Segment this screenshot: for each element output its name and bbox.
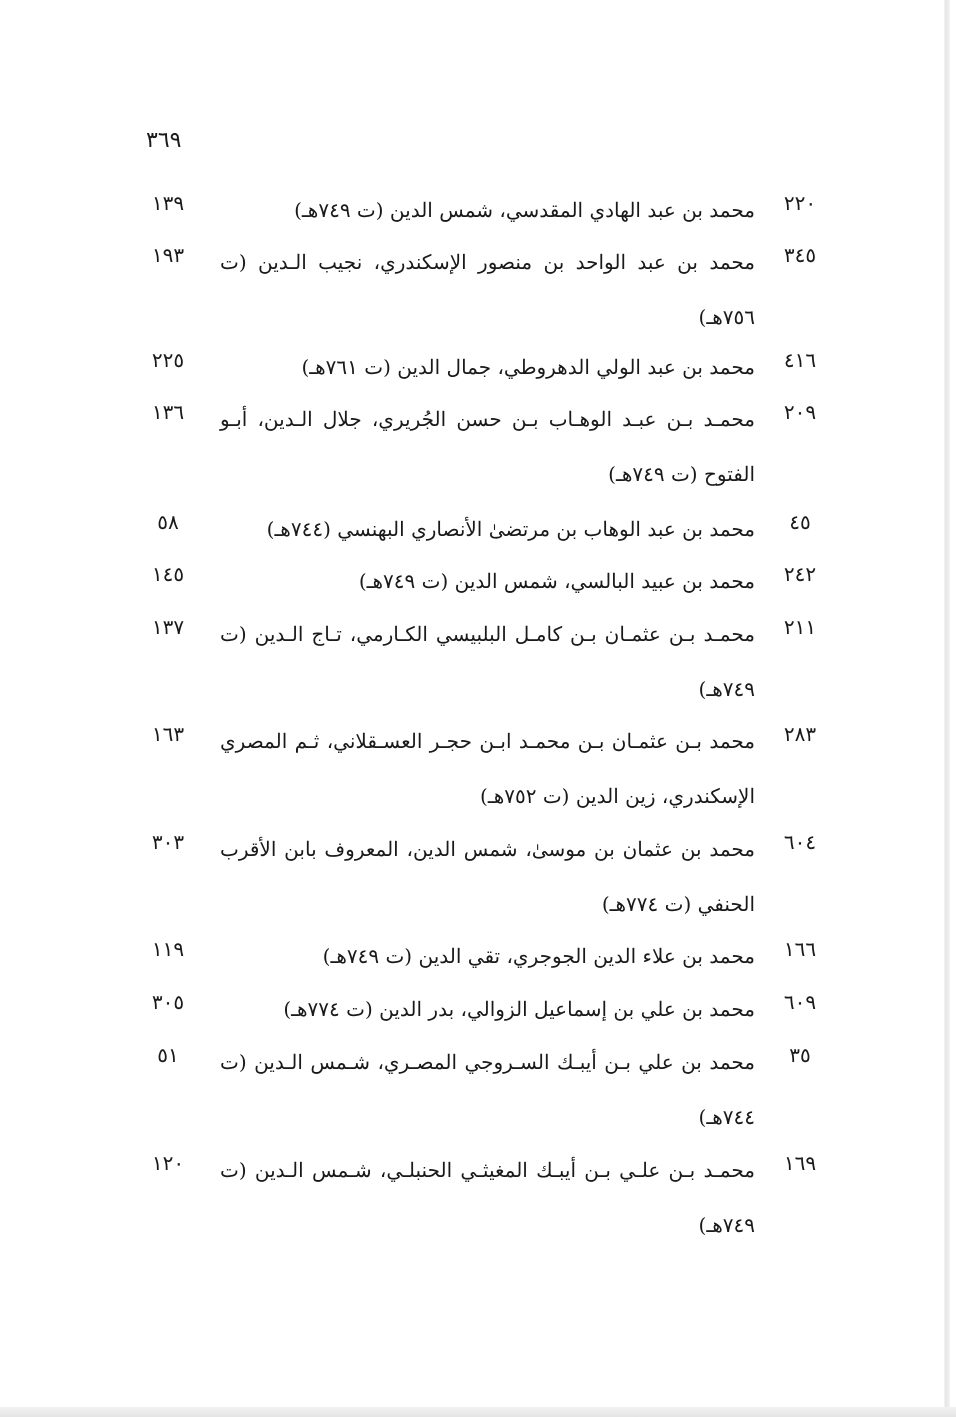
entry-id: ١٦٦ — [783, 937, 817, 961]
entry-id: ٤٥ — [789, 510, 811, 534]
entry-text: محمد بن علي بـن أيبـك السـروجي المصـري، شـمس الـدين (ت ٧٤٤هـ) — [220, 1050, 755, 1129]
entry-text: محمد بن عبد الواحد بن منصور الإسكندري، نجيب الـدين (ت ٧٥٦هـ) — [220, 250, 756, 329]
entry-page-ref: ١٢٠ — [151, 1151, 185, 1175]
page-edge-right — [944, 0, 950, 1410]
entry-page-ref: ١٦٣ — [151, 722, 185, 746]
entry-page-ref: ١٤٥ — [151, 562, 185, 586]
entry-id: ٢٤٢ — [783, 562, 817, 586]
entry-text: محمد بن علي بن إسماعيل الزوالي، بدر الدين (ت ٧٧٤هـ) — [283, 997, 755, 1021]
entry-page-ref: ١١٩ — [151, 937, 185, 961]
entry-page-ref: ٢٢٥ — [151, 348, 185, 372]
entry-text: محمد بـن عثمـان بـن محمـد ابـن حجـر العسـقلاني، ثـم المصري الإسكندري، زين الدين (ت ٧٥٢هـ) — [220, 729, 755, 808]
entry-text: محمـد بـن علـي بـن أيبـك المغيثـي الحنبلـي، شـمس الـدين (ت ٧٤٩هـ) — [220, 1158, 755, 1237]
entry-id: ٣٤٥ — [783, 243, 817, 267]
entry-page-ref: ٣٠٣ — [151, 830, 185, 854]
entry-id: ٢١١ — [783, 615, 817, 639]
entry-id: ٦٠٤ — [783, 830, 817, 854]
entry-id: ٢٨٣ — [783, 722, 817, 746]
entry-page-ref: ٥٨ — [157, 510, 179, 534]
entry-page-ref: ١٣٦ — [151, 400, 185, 424]
page-number: ٣٦٩ — [146, 128, 182, 153]
entry-text: محمد بن عبد الولي الدهروطي، جمال الدين (ت ٧٦١هـ) — [301, 355, 755, 379]
entry-page-ref: ١٣٩ — [151, 191, 185, 215]
entry-page-ref: ١٩٣ — [151, 243, 185, 267]
entry-text: محمـد بـن عبـد الوهـاب بـن حسن الجُريري، جلال الـدين، أبـو الفتوح (ت ٧٤٩هـ) — [220, 407, 755, 486]
page-edge-bottom — [0, 1407, 956, 1417]
entry-id: ٤١٦ — [783, 348, 817, 372]
entry-text: محمد بن عبد الهادي المقدسي، شمس الدين (ت ٧٤٩هـ) — [294, 198, 755, 222]
entry-id: ٢٠٩ — [783, 400, 817, 424]
entry-id: ٣٥ — [789, 1043, 811, 1067]
entry-text: محمـد بـن عثمـان بـن كامـل البلبيسي الكـارمي، تـاج الـدين (ت ٧٤٩هـ) — [220, 622, 755, 701]
entry-text: محمد بن عبيد البالسي، شمس الدين (ت ٧٤٩هـ) — [358, 569, 755, 593]
entry-id: ٦٠٩ — [783, 990, 817, 1014]
entry-page-ref: ٣٠٥ — [151, 990, 185, 1014]
entry-page-ref: ٥١ — [157, 1043, 179, 1067]
entry-text: محمد بن عثمان بن موسىٰ، شمس الدين، المعروف بابن الأقرب الحنفي (ت ٧٧٤هـ) — [220, 837, 755, 916]
entry-id: ٢٢٠ — [783, 191, 817, 215]
entry-text: محمد بن علاء الدين الجوجري، تقي الدين (ت ٧٤٩هـ) — [322, 944, 755, 968]
entry-page-ref: ١٣٧ — [151, 615, 185, 639]
entry-id: ١٦٩ — [783, 1151, 817, 1175]
entry-text: محمد بن عبد الوهاب بن مرتضىٰ الأنصاري البهنسي (٧٤٤هـ) — [266, 517, 755, 541]
